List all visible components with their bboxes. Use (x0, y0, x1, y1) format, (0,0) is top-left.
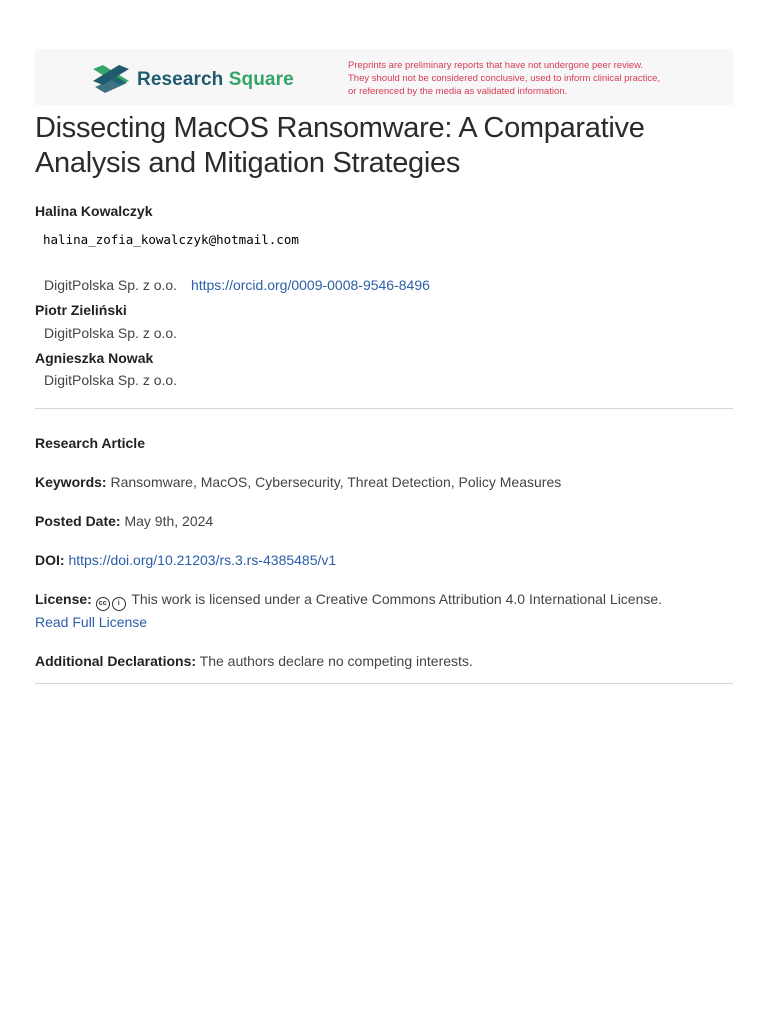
logo-wordmark (137, 69, 294, 91)
attribution-icon: i (112, 597, 126, 611)
paper-title (35, 111, 735, 181)
research-square-logo[interactable] (93, 65, 294, 95)
notice-line: or referenced by the media as validated information. (348, 86, 568, 97)
declarations-value: The authors declare no competing interests. (199, 653, 473, 669)
license-text: This work is licensed under a Creative Commons Attribution 4.0 International License. (131, 591, 663, 607)
orcid-link[interactable]: https://orcid.org/0009-0008-9546-8496 (190, 277, 430, 293)
article-type (35, 432, 735, 454)
license-label: License: (35, 591, 92, 607)
keywords-value: Ransomware, MacOS, Cybersecurity, Threat Detection, Policy Measures (110, 474, 562, 490)
title-line: Analysis and Mitigation Strategies (35, 147, 461, 179)
research-square-logo-icon (93, 65, 129, 95)
keywords-row (35, 471, 735, 493)
logo-word-research: Research (137, 69, 224, 90)
divider (35, 683, 733, 684)
keywords-label: Keywords: (35, 474, 107, 490)
author-affiliation (44, 277, 430, 293)
author-email[interactable]: halina_zofia_kowalczyk@hotmail.com (43, 232, 299, 247)
author-name: Agnieszka Nowak (35, 350, 154, 366)
notice-line: Preprints are preliminary reports that have not undergone peer review. (348, 60, 644, 71)
posted-date-label: Posted Date: (35, 513, 121, 529)
read-full-license-link[interactable]: Read Full License (35, 614, 148, 630)
article-type-label: Research Article (35, 435, 145, 451)
title-line: Dissecting MacOS Ransomware: A Comparative (35, 112, 645, 144)
affiliation-text: DigitPolska Sp. z o.o. (44, 277, 178, 293)
preprint-notice (348, 59, 728, 98)
declarations-row (35, 650, 735, 672)
posted-date-row (35, 510, 735, 532)
preprint-banner (35, 49, 733, 105)
declarations-label: Additional Declarations: (35, 653, 197, 669)
doi-label: DOI: (35, 552, 65, 568)
author-name: Piotr Zieliński (35, 302, 127, 318)
divider (35, 408, 733, 409)
doi-link[interactable]: https://doi.org/10.21203/rs.3.rs-4385485/v1 (68, 552, 337, 568)
logo-word-square: Square (228, 69, 294, 90)
creative-commons-icon: cc (96, 597, 110, 611)
license-row (35, 588, 735, 633)
author-name: Halina Kowalczyk (35, 203, 153, 219)
author-affiliation: DigitPolska Sp. z o.o. (44, 325, 178, 341)
notice-line: They should not be considered conclusive, used to inform clinical practice, (348, 73, 661, 84)
doi-row (35, 549, 735, 571)
author-affiliation: DigitPolska Sp. z o.o. (44, 372, 178, 388)
posted-date-value: May 9th, 2024 (124, 513, 214, 529)
